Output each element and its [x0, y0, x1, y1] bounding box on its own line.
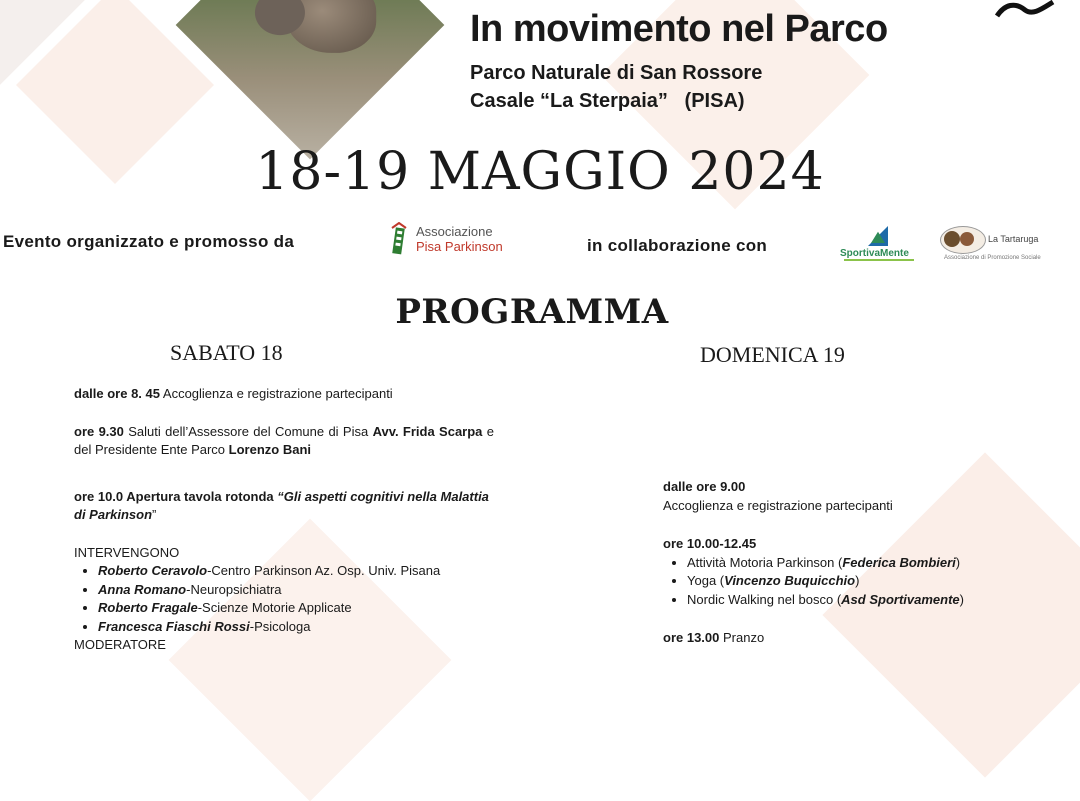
schedule-item: [74, 488, 494, 525]
list-item: [687, 591, 1003, 610]
speaker-name: Avv. Frida Scarpa: [372, 423, 483, 439]
collaboration-label: in collaborazione con: [587, 236, 768, 255]
activity-label: Attività Motoria Parkinson: [687, 554, 839, 570]
instructor-name: Vincenzo Buquicchio: [724, 573, 856, 588]
saturday-heading: SABATO 18: [170, 340, 283, 365]
activities-list: [663, 554, 1003, 610]
speaker-name: Anna Romano: [98, 581, 187, 597]
item-text: Accoglienza e registrazione partecipanti: [663, 497, 893, 513]
turtle-icon: [944, 231, 960, 247]
schedule-item: [663, 535, 1003, 554]
schedule-item: [74, 385, 494, 404]
organized-by-label: Evento organizzato e promosso da: [3, 232, 295, 251]
list-item: [687, 554, 1003, 573]
program-heading: PROGRAMMA: [395, 292, 669, 332]
turtle-icon: [960, 232, 974, 246]
activity-label: Yoga: [687, 573, 720, 588]
pisa-parkinson-logo: [388, 222, 503, 256]
paren: (: [838, 554, 843, 570]
la-tartaruga-logo: [940, 226, 1050, 264]
item-text: e del Presidente Ente Parco: [74, 423, 494, 457]
item-lead: ore 10.0 Apertura tavola rotonda: [74, 488, 278, 504]
speaker-role: -Neuropsichiatra: [186, 581, 282, 597]
paren: (: [836, 591, 842, 607]
item-text: ”: [152, 507, 157, 522]
list-item: [98, 618, 494, 637]
paren: ): [955, 554, 961, 570]
speaker-name: Francesca Fiaschi Rossi: [98, 618, 250, 634]
item-time: dalle ore 9.00: [663, 479, 746, 494]
item-text: Accoglienza e registrazione partecipanti: [160, 386, 393, 401]
moderator-heading: MODERATORE: [74, 637, 166, 652]
speaker-name: Lorenzo Bani: [228, 442, 311, 457]
roundtable-topic: “Gli aspetti cognitivi nella Malattia di Parkinson: [74, 488, 489, 522]
corner-logo-mark: [995, 0, 1055, 18]
org-logo-line1: Associazione: [416, 224, 493, 239]
schedule-item: [74, 423, 494, 460]
item-time: dalle ore 8. 45: [74, 386, 160, 401]
sunday-heading: DOMENICA 19: [700, 342, 845, 367]
paren: (: [719, 573, 725, 588]
speaker-role: -Scienze Motorie Applicate: [197, 600, 352, 615]
item-time: ore 9.30: [74, 423, 124, 439]
speakers-list: [74, 562, 494, 636]
sportivamente-logo: [840, 226, 918, 262]
speaker-name: Roberto Fragale: [98, 600, 198, 615]
partner1-name: SportivaMente: [840, 248, 909, 259]
event-location: Parco Naturale di San Rossore: [470, 62, 763, 84]
saturday-schedule: [74, 385, 494, 655]
activity-label: Nordic Walking nel bosco: [687, 591, 837, 607]
speaker-role: -Centro Parkinson Az. Osp. Univ. Pisana: [207, 563, 441, 578]
partner2-tagline: Associazione di Promozione Sociale: [944, 255, 1041, 261]
paren: ): [959, 591, 964, 607]
event-venue: Casale “La Sterpaia” (PISA): [470, 90, 745, 112]
list-item: [98, 562, 494, 581]
item-text: Saluti dell’Assessore del Comune di Pisa: [123, 423, 373, 439]
event-date: 18-19 MAGGIO 2024: [255, 142, 825, 202]
tower-icon: [388, 222, 410, 256]
schedule-item: [663, 629, 1003, 648]
org-logo-line2: Pisa Parkinson: [416, 239, 503, 254]
list-item: [98, 599, 494, 618]
speaker-role: -Psicologa: [249, 618, 311, 634]
speaker-name: Roberto Ceravolo: [98, 563, 208, 578]
event-title: In movimento nel Parco: [470, 8, 888, 50]
instructor-name: Federica Bombieri: [842, 554, 956, 570]
item-time: ore 13.00: [663, 630, 720, 645]
list-item: [687, 572, 1003, 591]
instructor-name: Asd Sportivamente: [841, 591, 960, 607]
item-text: Pranzo: [719, 630, 765, 645]
paren: ): [855, 573, 860, 588]
item-time: ore 10.00-12.45: [663, 536, 757, 551]
logo-underline: [844, 259, 914, 261]
schedule-item: [663, 478, 1003, 497]
sunday-schedule: [663, 478, 1003, 648]
list-item: [98, 581, 494, 600]
deer-photo: [176, 0, 445, 159]
speakers-heading: INTERVENGONO: [74, 544, 180, 560]
partner2-name: La Tartaruga: [988, 234, 1039, 244]
